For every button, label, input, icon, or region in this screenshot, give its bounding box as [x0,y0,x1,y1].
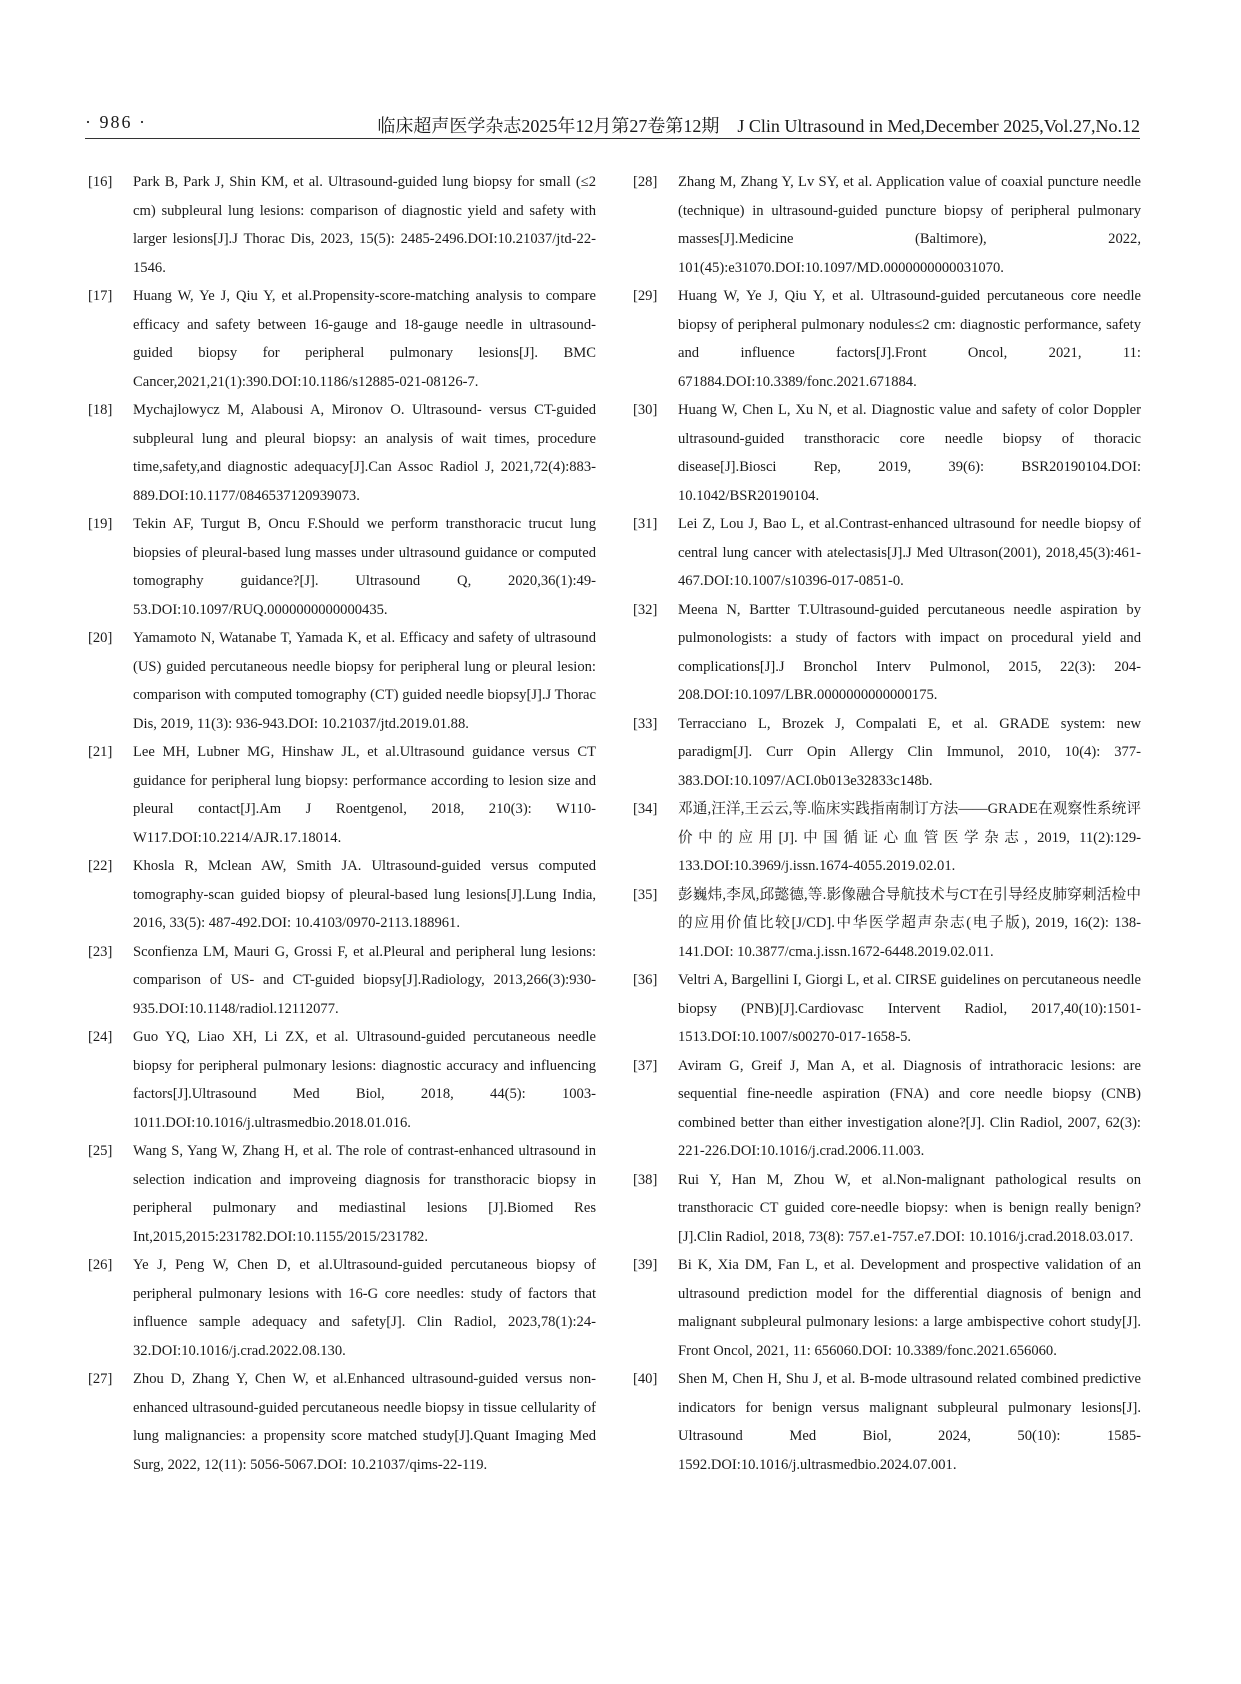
page-number: · 986 · [85,112,147,132]
reference-text: Huang W, Ye J, Qiu Y, et al.Propensity-score-matching analysis to compare efficacy and safety between 16-gauge and 18-gauge needle in ultrasound-guided biopsy for peripheral pulmonary lesions[J]. BMC Cancer,2021,21(1):390.DOI:10.1186/s12885-021-08126-7. [133,288,596,390]
reference-number: [29] [633,288,658,304]
reference-item [88,510,596,624]
reference-text: 彭巍炜,李凤,邱懿德,等.影像融合导航技术与CT在引导经皮肺穿刺活检中的应用价值比较[J/CD].中华医学超声杂志(电子版), 2019, 16(2): 138-141.DOI: 10.3877/cma.j.issn.1672-6448.2019.02.011. [678,886,1141,960]
reference-number: [33] [633,715,658,732]
reference-item [88,738,596,852]
reference-text: Yamamoto N, Watanabe T, Yamada K, et al. Efficacy and safety of ultrasound (US) guided percutaneous needle biopsy for peripheral lung or pleural lesion: comparison with computed tomography (CT) guided needle biopsy[J].J Thorac Dis, 2019, 11(3): 936-943.DOI: 10.21037/jtd.2019.01.88. [133,630,596,732]
reference-text: Park B, Park J, Shin KM, et al. Ultrasound-guided lung biopsy for small (≤2 cm) subpleural lung lesions: comparison of diagnostic yield and safety with larger lesions[J].J Thorac Dis, 2023, 15(5): 2485-2496.DOI:10.21037/jtd-22-1546. [133,174,596,276]
reference-item [633,282,1141,396]
reference-text: Khosla R, Mclean AW, Smith JA. Ultrasound-guided versus computed tomography-scan guided biopsy of pleural-based lung lesions[J].Lung India, 2016, 33(5): 487-492.DOI: 10.4103/0970-2113.188961. [133,858,596,931]
reference-text: Bi K, Xia DM, Fan L, et al. Development and prospective validation of an ultrasound prediction model for the differential diagnosis of benign and malignant subpleural pulmonary lesions: a large ambispective cohort study[J]. Front Oncol, 2021, 11: 656060.DOI: 10.3389/fonc.2021.656060. [678,1257,1141,1359]
reference-text: Sconfienza LM, Mauri G, Grossi F, et al.Pleural and peripheral lung lesions: comparison of US- and CT-guided biopsy[J].Radiology, 2013,266(3):930-935.DOI:10.1148/radiol.12112077. [133,943,596,1017]
reference-text: Terracciano L, Brozek J, Compalati E, et al. GRADE system: new paradigm[J]. Curr Opin Allergy Clin Immunol, 2010, 10(4): 377-383.DOI:10.1097/ACI.0b013e32833c148b. [678,715,1141,789]
reference-text: Huang W, Chen L, Xu N, et al. Diagnostic value and safety of color Doppler ultrasound-guided transthoracic core needle biopsy of thoracic disease[J].Biosci Rep, 2019, 39(6): BSR20190104.DOI: 10.1042/BSR20190104. [678,402,1141,504]
reference-item [633,1166,1141,1252]
reference-item [88,168,596,282]
reference-text: Zhou D, Zhang Y, Chen W, et al.Enhanced ultrasound-guided versus non-enhanced ultrasound-guided percutaneous needle biopsy in tissue cellularity of lung malignancies: a propensity score matched study[J].Quant Imaging Med Surg, 2022, 12(11): 5056-5067.DOI: 10.21037/qims-22-119. [133,1371,596,1473]
reference-number: [24] [88,1029,113,1045]
reference-item [88,852,596,938]
reference-item [88,938,596,1024]
reference-item [633,1052,1141,1166]
reference-item [633,510,1141,596]
reference-text: Lee MH, Lubner MG, Hinshaw JL, et al.Ultrasound guidance versus CT guidance for peripheral lung biopsy: performance according to lesion size and pleural contact[J].Am J Roentgenol, 2018, 210(3): W110-W117.DOI:10.2214/AJR.17.18014. [133,744,596,846]
reference-number: [18] [88,402,113,418]
reference-text: Guo YQ, Liao XH, Li ZX, et al. Ultrasound-guided percutaneous needle biopsy for peripheral pulmonary lesions: diagnostic accuracy and influencing factors[J].Ultrasound Med Biol, 2018, 44(5): 1003-1011.DOI:10.1016/j.ultrasmedbio.2018.01.016. [133,1029,596,1131]
reference-item [88,396,596,510]
reference-number: [20] [88,630,113,646]
reference-number: [21] [88,744,113,760]
reference-text: Veltri A, Bargellini I, Giorgi L, et al. CIRSE guidelines on percutaneous needle biopsy (PNB)[J].Cardiovasc Intervent Radiol, 2017,40(10):1501-1513.DOI:10.1007/s00270-017-1658-5. [678,972,1141,1045]
reference-text: Ye J, Peng W, Chen D, et al.Ultrasound-guided percutaneous biopsy of peripheral pulmonary lesions with 16-G core needles: study of factors that influence sample adequacy and safety[J]. Clin Radiol, 2023,78(1):24-32.DOI:10.1016/j.crad.2022.08.130. [133,1257,596,1359]
reference-number: [25] [88,1143,113,1159]
reference-number: [40] [633,1371,658,1387]
reference-number: [22] [88,858,113,874]
reference-number: [23] [88,943,113,960]
journal-running-head: 临床超声医学杂志2025年12月第27卷第12期 J Clin Ultrasound in Med,December 2025,Vol.27,No.12 [377,116,1140,136]
reference-number: [39] [633,1257,658,1273]
reference-item [633,795,1141,881]
reference-number: [37] [633,1057,658,1074]
reference-number: [19] [88,516,113,532]
reference-text: Zhang M, Zhang Y, Lv SY, et al. Application value of coaxial puncture needle (technique) in ultrasound-guided puncture biopsy of peripheral pulmonary masses[J].Medicine (Baltimore), 2022, 101(45):e31070.DOI:10.1097/MD.0000000000031070. [678,174,1141,276]
reference-text: Huang W, Ye J, Qiu Y, et al. Ultrasound-guided percutaneous core needle biopsy of peripheral pulmonary nodules≤2 cm: diagnostic performance, safety and influence factors[J].Front Oncol, 2021, 11: 671884.DOI:10.3389/fonc.2021.671884. [678,288,1141,390]
reference-item [633,881,1141,967]
reference-item [633,1251,1141,1365]
reference-item [633,596,1141,710]
reference-text: Shen M, Chen H, Shu J, et al. B-mode ultrasound related combined predictive indicators for benign versus malignant subpleural pulmonary lesions[J]. Ultrasound Med Biol, 2024, 50(10): 1585-1592.DOI:10.1016/j.ultrasmedbio.2024.07.001. [678,1371,1141,1473]
reference-item [88,1365,596,1479]
reference-item [88,1023,596,1137]
reference-item [633,168,1141,282]
reference-number: [32] [633,601,658,618]
reference-number: [31] [633,516,658,532]
reference-text: Rui Y, Han M, Zhou W, et al.Non-malignant pathological results on transthoracic CT guided core-needle biopsy: when is benign really benign?[J].Clin Radiol, 2018, 73(8): 757.e1-757.e7.DOI: 10.1016/j.crad.2018.03.017. [678,1171,1141,1245]
references-right-column [633,168,1141,1479]
reference-number: [28] [633,174,658,190]
reference-item [633,966,1141,1052]
reference-item [88,1137,596,1251]
reference-number: [38] [633,1171,658,1188]
references-left-column [88,168,596,1479]
reference-item [633,396,1141,510]
reference-number: [36] [633,972,658,988]
reference-number: [26] [88,1257,113,1273]
reference-item [633,1365,1141,1479]
reference-text: Aviram G, Greif J, Man A, et al. Diagnosis of intrathoracic lesions: are sequential fine-needle aspiration (FNA) and core needle biopsy (CNB) combined better than either investigation alone?[J]. Clin Radiol, 2007, 62(3): 221-226.DOI:10.1016/j.crad.2006.11.003. [678,1057,1141,1159]
reference-text: 邓通,汪洋,王云云,等.临床实践指南制订方法——GRADE在观察性系统评价中的应用[J].中国循证心血管医学杂志, 2019, 11(2):129-133.DOI:10.3969/j.issn.1674-4055.2019.02.01. [678,801,1141,874]
reference-item [88,282,596,396]
reference-item [88,1251,596,1365]
reference-number: [30] [633,402,658,418]
reference-item [633,710,1141,796]
reference-number: [27] [88,1371,113,1387]
reference-number: [35] [633,886,658,903]
reference-text: Wang S, Yang W, Zhang H, et al. The role of contrast-enhanced ultrasound in selection indication and improveing diagnosis for transthoracic biopsy in peripheral pulmonary and mediastinal lesions [J].Biomed Res Int,2015,2015:231782.DOI:10.1155/2015/231782. [133,1143,596,1245]
reference-text: Lei Z, Lou J, Bao L, et al.Contrast-enhanced ultrasound for needle biopsy of central lung cancer with atelectasis[J].J Med Ultrason(2001), 2018,45(3):461-467.DOI:10.1007/s10396-017-0851-0. [678,516,1141,589]
reference-number: [16] [88,174,113,190]
reference-text: Meena N, Bartter T.Ultrasound-guided percutaneous needle aspiration by pulmonologists: a study of factors with impact on procedural yield and complications[J].J Bronchol Interv Pulmonol, 2015, 22(3): 204-208.DOI:10.1097/LBR.0000000000000175. [678,601,1141,703]
reference-number: [17] [88,288,113,304]
reference-item [88,624,596,738]
reference-text: Tekin AF, Turgut B, Oncu F.Should we perform transthoracic trucut lung biopsies of pleural-based lung masses under ultrasound guidance or computed tomography guidance?[J]. Ultrasound Q, 2020,36(1):49-53.DOI:10.1097/RUQ.0000000000000435. [133,516,596,618]
reference-text: Mychajlowycz M, Alabousi A, Mironov O. Ultrasound- versus CT-guided subpleural lung and pleural biopsy: an analysis of wait times, procedure time,safety,and diagnostic adequacy[J].Can Assoc Radiol J, 2021,72(4):883-889.DOI:10.1177/0846537120939073. [133,402,596,504]
reference-number: [34] [633,801,658,817]
page-header [85,108,1140,139]
